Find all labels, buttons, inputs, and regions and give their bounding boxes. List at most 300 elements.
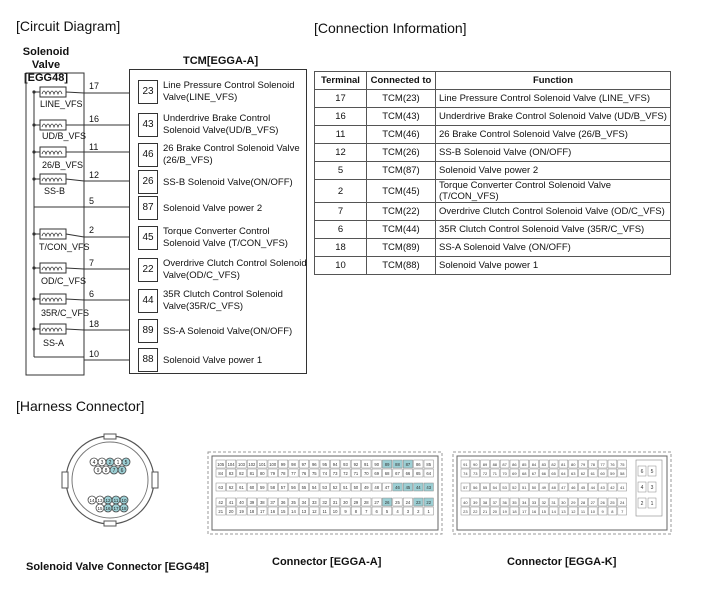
tcm-title: TCM[EGGA-A]	[183, 55, 259, 67]
egga-a-pin-number: 67	[395, 471, 400, 476]
connected-to-cell: TCM(45)	[367, 180, 436, 203]
terminal-cell: 11	[315, 126, 367, 144]
egga-k-pin-number: 28	[580, 500, 586, 505]
tcm-pin: 23	[138, 80, 158, 104]
terminal-11: 11	[89, 142, 99, 152]
egga-k-pin-number: 60	[600, 471, 605, 476]
function-cell: SS-A Solenoid Valve (ON/OFF)	[436, 239, 671, 257]
egga-k-pin-number: 43	[600, 485, 605, 490]
egga-a-pin-number: 53	[322, 485, 328, 490]
egga-k-pin-number: 30	[561, 500, 566, 505]
egga-k-pin-number: 17	[521, 509, 527, 514]
egg48-pin-number: 3	[100, 460, 104, 466]
terminal-cell: 18	[315, 239, 367, 257]
egga-a-pin-number: 79	[270, 471, 276, 476]
egga-k-pin-number: 45	[580, 485, 586, 490]
egga-k-pin-number: 35	[512, 500, 517, 505]
egga-a-pin-number: 23	[415, 500, 421, 505]
tcm-function: Torque Converter Control Solenoid Valve (T/CON_VFS)	[163, 226, 288, 249]
egga-a-pin-number: 60	[249, 485, 255, 490]
egga-a-pin-number: 13	[301, 509, 307, 514]
terminal-cell: 17	[315, 90, 367, 108]
tcm-box	[129, 69, 307, 374]
egga-a-pin-number: 93	[343, 462, 348, 467]
tcm-row	[130, 319, 306, 345]
tcm-pin: 44	[138, 289, 158, 313]
egga-a-pin-number: 34	[301, 500, 307, 505]
tcm-function: SS-B Solenoid Valve(ON/OFF)	[163, 177, 293, 188]
junction-dot	[32, 266, 35, 269]
egga-k-side-pin-number: 4	[640, 485, 644, 491]
tcm-row	[130, 113, 306, 139]
egga-a-pin-number: 68	[384, 471, 390, 476]
terminal-cell: 5	[315, 162, 367, 180]
egga-k-pin-number: 26	[600, 500, 605, 505]
egga-a-connector-label: Connector [EGGA-A]	[272, 556, 382, 568]
egga-a-pin-number: 73	[332, 471, 338, 476]
egga-a-pin-number: 1	[427, 509, 430, 514]
tcm-pin: 87	[138, 196, 158, 220]
connected-to-cell: TCM(26)	[367, 144, 436, 162]
harness-drawings	[0, 420, 701, 560]
junction-dot	[32, 297, 35, 300]
egga-a-pin-number: 77	[291, 471, 296, 476]
egga-a-pin-number: 58	[270, 485, 276, 490]
egga-k-pin-number: 13	[561, 509, 566, 514]
tcm-pin: 88	[138, 348, 158, 372]
egga-k-pin-number: 71	[492, 471, 498, 476]
egga-k-side-pin-number: 3	[650, 485, 654, 491]
egga-a-pin-number: 44	[415, 485, 421, 490]
egg48-pin-number: 1	[116, 460, 120, 466]
egga-k-pin-number: 81	[561, 462, 566, 467]
egga-k-pin-number: 33	[531, 500, 537, 505]
egga-k-pin-number: 7	[621, 509, 624, 514]
egga-a-pin-number: 63	[218, 485, 224, 490]
coil-label-tcon-vfs: T/CON_VFS	[39, 242, 90, 252]
egga-k-pin-number: 70	[502, 471, 507, 476]
tcm-row	[130, 348, 306, 374]
egga-k-pin-number: 52	[512, 485, 517, 490]
terminal-cell: 12	[315, 144, 367, 162]
egga-a-pin-number: 94	[332, 462, 338, 467]
egga-a-pin-number: 84	[218, 471, 224, 476]
egga-k-pin-number: 21	[482, 509, 488, 514]
egga-a-pin-number: 54	[311, 485, 317, 490]
function-cell: Overdrive Clutch Control Solenoid Valve (OD/C_VFS)	[436, 203, 671, 221]
egg48-pin-number: 9	[96, 468, 100, 474]
egga-a-pin-number: 24	[405, 500, 411, 505]
egg48-connector-label: Solenoid Valve Connector [EGG48]	[26, 561, 209, 573]
egga-k-pin-number: 67	[531, 471, 537, 476]
egg48-pin-number: 5	[124, 460, 128, 466]
egga-k-pin-number: 58	[619, 471, 625, 476]
table-row	[315, 203, 671, 221]
egga-k-pin-number: 44	[590, 485, 596, 490]
connected-to-cell: TCM(89)	[367, 239, 436, 257]
table-row	[315, 144, 671, 162]
tcm-function: SS-A Solenoid Valve(ON/OFF)	[163, 326, 293, 337]
coil-lead	[66, 179, 84, 181]
tcm-pin: 26	[138, 170, 158, 194]
table-row	[315, 257, 671, 275]
egga-k-pin-number: 80	[570, 462, 576, 467]
egga-a-pin-number: 45	[405, 485, 411, 490]
egga-k-pin-number: 66	[541, 471, 547, 476]
egga-a-pin-number: 2	[417, 509, 420, 514]
egga-k-pin-number: 20	[492, 509, 498, 514]
egga-a-pin-number: 55	[301, 485, 307, 490]
egg48-pin-number: 6	[120, 468, 124, 474]
coil-label-udb-vfs: UD/B_VFS	[42, 131, 87, 141]
egga-a-pin-number: 99	[280, 462, 286, 467]
tcm-function: Line Pressure Control Solenoid Valve(LINE_VFS)	[163, 80, 295, 103]
egga-k-pin-number: 56	[472, 485, 478, 490]
egg48-pin-number: 14	[89, 498, 95, 503]
egga-a-pin-number: 22	[426, 500, 432, 505]
egg48-key	[152, 472, 158, 488]
egga-a-pin-number: 74	[322, 471, 328, 476]
egga-k-pin-number: 16	[531, 509, 537, 514]
egga-a-pin-number: 30	[343, 500, 348, 505]
egga-a-pin-number: 85	[426, 462, 432, 467]
egga-a-pin-number: 62	[228, 485, 234, 490]
egg48-key	[62, 472, 68, 488]
egg48-pin-number: 8	[104, 468, 108, 474]
egga-a-pin-number: 104	[227, 462, 235, 467]
egga-k-pin-number: 38	[482, 500, 488, 505]
function-cell: Solenoid Valve power 1	[436, 257, 671, 275]
terminal-cell: 16	[315, 108, 367, 126]
egga-k-pin-number: 84	[531, 462, 537, 467]
connected-to-cell: TCM(87)	[367, 162, 436, 180]
egga-a-pin-number: 98	[291, 462, 296, 467]
egga-k-pin-number: 25	[610, 500, 615, 505]
coil-label-ssb: SS-B	[44, 186, 66, 196]
egga-k-side-pin-number: 1	[650, 501, 654, 507]
connected-to-cell: TCM(44)	[367, 221, 436, 239]
tcm-function: 26 Brake Control Solenoid Valve (26/B_VFS)	[163, 143, 300, 166]
egga-a-pin-number: 86	[415, 462, 421, 467]
egga-a-pin-number: 10	[332, 509, 338, 514]
egg48-key	[104, 434, 116, 439]
terminal-7: 7	[89, 258, 95, 268]
egga-a-pin-number: 27	[374, 500, 380, 505]
function-cell: SS-B Solenoid Valve (ON/OFF)	[436, 144, 671, 162]
egga-a-pin-number: 97	[301, 462, 307, 467]
egga-a-pin-number: 33	[311, 500, 317, 505]
junction-dot	[32, 177, 35, 180]
tcm-pin: 89	[138, 319, 158, 343]
egga-a-pin-number: 48	[374, 485, 380, 490]
table-row	[315, 90, 671, 108]
header-terminal: Terminal	[315, 72, 367, 90]
egga-a-pin-number: 75	[311, 471, 317, 476]
egga-k-pin-number: 62	[580, 471, 586, 476]
egga-a-pin-number: 78	[280, 471, 286, 476]
egga-k-pin-number: 69	[512, 471, 517, 476]
egga-k-pin-number: 86	[512, 462, 517, 467]
egga-a-pin-number: 92	[353, 462, 359, 467]
egga-k-pin-number: 24	[619, 500, 625, 505]
egga-k-pin-number: 50	[531, 485, 537, 490]
egga-a-pin-number: 18	[249, 509, 255, 514]
terminal-5: 5	[89, 196, 95, 206]
tcm-function: 35R Clutch Control Solenoid Valve(35R/C_VFS)	[163, 289, 283, 312]
egga-a-pin-number: 100	[269, 462, 277, 467]
terminal-cell: 2	[315, 180, 367, 203]
connected-to-cell: TCM(22)	[367, 203, 436, 221]
terminal-16: 16	[89, 114, 100, 124]
egg48-pin-number: 2	[108, 460, 112, 466]
egga-k-pin-number: 49	[541, 485, 547, 490]
egg48-pin-number: 17	[113, 506, 119, 511]
egga-a-pin-number: 71	[353, 471, 359, 476]
egga-k-pin-number: 68	[521, 471, 527, 476]
egga-a-pin-number: 17	[259, 509, 265, 514]
tcm-row	[130, 289, 306, 315]
egga-a-pin-number: 20	[228, 509, 234, 514]
tcm-pin: 45	[138, 226, 158, 250]
tcm-pin: 22	[138, 258, 158, 282]
egg48-pin-number: 16	[105, 506, 111, 511]
junction-dot	[32, 327, 35, 330]
tcm-pin: 46	[138, 143, 158, 167]
coil-lead	[66, 268, 84, 269]
egga-a-pin-number: 91	[363, 462, 369, 467]
tcm-pin: 43	[138, 113, 158, 137]
egga-a-pin-number: 8	[354, 509, 358, 514]
egga-a-pin-number: 70	[363, 471, 369, 476]
egga-k-pin-number: 15	[541, 509, 547, 514]
egga-k-connector-label: Connector [EGGA-K]	[507, 556, 617, 568]
junction-dot	[32, 232, 35, 235]
egga-k-pin-number: 82	[551, 462, 556, 467]
connection-table-header	[315, 72, 671, 90]
egga-a-pin-number: 80	[259, 471, 265, 476]
terminal-2: 2	[89, 225, 95, 235]
tcm-function: Solenoid Valve power 1	[163, 355, 263, 366]
egga-a-pin-number: 15	[280, 509, 286, 514]
egga-k-pin-number: 57	[463, 485, 468, 490]
egga-k-pin-number: 9	[601, 509, 604, 514]
table-row	[315, 180, 671, 203]
egga-a-pin-number: 37	[270, 500, 276, 505]
circuit-diagram-title: [Circuit Diagram]	[16, 18, 121, 34]
coil-lead	[66, 299, 84, 300]
tcm-function: Underdrive Brake Control Solenoid Valve(UD/B_VFS)	[163, 113, 279, 136]
egg48-key	[104, 521, 116, 526]
egga-k-pin-number: 78	[590, 462, 596, 467]
egg48-pin-number: 13	[97, 498, 103, 503]
table-row	[315, 239, 671, 257]
egga-a-pin-number: 87	[405, 462, 411, 467]
egga-a-pin-number: 101	[258, 462, 266, 467]
egga-k-pin-number: 47	[561, 485, 566, 490]
egga-k-pin-number: 22	[472, 509, 478, 514]
egga-a-pin-number: 25	[395, 500, 400, 505]
egga-k-pin-number: 48	[551, 485, 556, 490]
table-row	[315, 126, 671, 144]
egga-a-pin-number: 56	[291, 485, 296, 490]
connected-to-cell: TCM(46)	[367, 126, 436, 144]
solenoid-valve-title-line2: [EGG48]	[23, 72, 68, 84]
egga-a-pin-number: 26	[384, 500, 390, 505]
egga-a-pin-number: 61	[239, 485, 244, 490]
tcm-function: Solenoid Valve power 2	[163, 203, 263, 214]
egg48-pin-number: 18	[121, 506, 127, 511]
egga-a-pin-number: 6	[375, 509, 378, 514]
junction-dot	[32, 150, 35, 153]
egga-k-pin-number: 61	[590, 471, 596, 476]
function-cell: 26 Brake Control Solenoid Valve (26/B_VFS)	[436, 126, 671, 144]
junction-dot	[32, 90, 35, 93]
egga-a-pin-number: 7	[365, 509, 368, 514]
terminal-cell: 10	[315, 257, 367, 275]
egg48-pin-number: 12	[105, 498, 111, 503]
egga-k-pin-number: 39	[472, 500, 478, 505]
egga-a-pin-number: 59	[259, 485, 265, 490]
egga-k-pin-number: 74	[463, 471, 468, 476]
egga-a-pin-number: 95	[322, 462, 328, 467]
egga-k-pin-number: 88	[492, 462, 498, 467]
egga-k-pin-number: 41	[619, 485, 625, 490]
egga-k-pin-number: 23	[463, 509, 468, 514]
egga-k-pin-number: 65	[551, 471, 556, 476]
function-cell: Torque Converter Control Solenoid Valve (T/CON_VFS)	[436, 180, 671, 203]
egga-a-pin-number: 42	[218, 500, 224, 505]
tcm-row	[130, 170, 306, 196]
egga-a-pin-number: 40	[239, 500, 244, 505]
table-row	[315, 221, 671, 239]
connected-to-cell: TCM(43)	[367, 108, 436, 126]
egga-k-pin-number: 40	[463, 500, 468, 505]
egg48-pin-number: 10	[121, 498, 127, 503]
egga-a-pin-number: 21	[218, 509, 224, 514]
egga-a-pin-number: 47	[384, 485, 390, 490]
coil-label-ssa: SS-A	[43, 338, 65, 348]
egga-a-pin-number: 66	[405, 471, 411, 476]
egga-a-pin-number: 89	[384, 462, 390, 467]
egga-k-pin-number: 54	[492, 485, 498, 490]
header-function: Function	[436, 72, 671, 90]
tcm-row	[130, 80, 306, 106]
coil-lead	[66, 234, 84, 237]
coil-label-line-vfs: LINE_VFS	[40, 99, 83, 109]
egga-a-pin-number: 35	[291, 500, 296, 505]
egga-a-pin-number: 96	[311, 462, 317, 467]
egga-k-pin-number: 14	[551, 509, 556, 514]
terminal-18: 18	[89, 319, 100, 329]
egga-a-pin-number: 64	[426, 471, 432, 476]
tcm-row	[130, 258, 306, 284]
egga-k-side-pin-number: 2	[640, 501, 644, 507]
egga-k-side-pin-number: 5	[650, 469, 654, 475]
egga-k-pin-number: 18	[512, 509, 517, 514]
egga-k-pin-number: 37	[492, 500, 498, 505]
egga-k-pin-number: 11	[580, 509, 586, 514]
function-cell: Solenoid Valve power 2	[436, 162, 671, 180]
egga-a-pin-number: 52	[332, 485, 338, 490]
egga-a-pin-number: 38	[259, 500, 265, 505]
egga-k-pin-number: 31	[551, 500, 556, 505]
function-cell: 35R Clutch Control Solenoid Valve (35R/C_VFS)	[436, 221, 671, 239]
connected-to-cell: TCM(88)	[367, 257, 436, 275]
table-row	[315, 162, 671, 180]
egga-k-pin-number: 83	[541, 462, 547, 467]
egga-a-pin-number: 5	[385, 509, 389, 514]
egga-k-pin-number: 79	[580, 462, 586, 467]
egga-a-pin-number: 3	[406, 509, 410, 514]
egga-k-pin-number: 55	[482, 485, 488, 490]
egga-a-pin-number: 90	[374, 462, 380, 467]
egga-k-pin-number: 27	[590, 500, 596, 505]
connection-table	[314, 71, 671, 275]
egga-k-pin-number: 10	[590, 509, 596, 514]
egga-a-pin-number: 102	[248, 462, 256, 467]
egga-a-pin-number: 103	[238, 462, 245, 467]
egga-a-pin-number: 31	[332, 500, 338, 505]
egga-a-pin-number: 72	[343, 471, 348, 476]
egga-k-pin-number: 46	[570, 485, 576, 490]
tcm-row	[130, 196, 306, 222]
egga-a-pin-number: 105	[217, 462, 225, 467]
egga-k-pin-number: 12	[570, 509, 576, 514]
egga-a-pin-number: 41	[228, 500, 234, 505]
egga-k-pin-number: 29	[570, 500, 576, 505]
egga-a-pin-number: 9	[344, 509, 347, 514]
coil-lead	[66, 329, 84, 330]
coil-label-35rc-vfs: 35R/C_VFS	[41, 308, 90, 318]
egga-k-pin-number: 8	[611, 509, 614, 514]
egga-k-pin-number: 64	[561, 471, 566, 476]
egga-a-pin-number: 29	[353, 500, 359, 505]
coil-lead	[66, 92, 84, 93]
function-cell: Line Pressure Control Solenoid Valve (LINE_VFS)	[436, 90, 671, 108]
egga-k-pin-number: 53	[502, 485, 507, 490]
egga-a-pin-number: 76	[301, 471, 307, 476]
egga-k-pin-number: 90	[472, 462, 478, 467]
egg48-pin-number: 7	[112, 468, 116, 474]
egga-a-pin-number: 51	[343, 485, 348, 490]
egga-a-pin-number: 83	[228, 471, 234, 476]
egga-a-pin-number: 39	[249, 500, 255, 505]
coil-label-26b-vfs: 26/B_VFS	[42, 160, 84, 170]
egga-a-pin-number: 49	[363, 485, 369, 490]
egga-a-pin-number: 81	[249, 471, 255, 476]
terminal-10: 10	[89, 349, 100, 359]
tcm-function: Overdrive Clutch Control Solenoid Valve(OD/C_VFS)	[163, 258, 307, 281]
egga-a-pin-number: 14	[291, 509, 296, 514]
egga-k-pin-number: 77	[600, 462, 605, 467]
egga-a-pin-number: 4	[396, 509, 399, 514]
function-cell: Underdrive Brake Control Solenoid Valve (UD/B_VFS)	[436, 108, 671, 126]
egga-k-pin-number: 34	[521, 500, 527, 505]
egga-a-pin-number: 88	[395, 462, 400, 467]
egga-a-pin-number: 32	[322, 500, 328, 505]
egg48-pin-number: 4	[92, 460, 96, 466]
egga-k-pin-number: 36	[502, 500, 507, 505]
egga-k-pin-number: 19	[502, 509, 507, 514]
egga-a-pin-number: 82	[239, 471, 244, 476]
egga-k-pin-number: 85	[521, 462, 527, 467]
egga-k-pin-number: 51	[521, 485, 527, 490]
egga-a-pin-number: 46	[395, 485, 400, 490]
tcm-row	[130, 143, 306, 169]
egga-a-pin-number: 69	[374, 471, 380, 476]
terminal-cell: 7	[315, 203, 367, 221]
egg48-pin-number: 15	[97, 506, 103, 511]
